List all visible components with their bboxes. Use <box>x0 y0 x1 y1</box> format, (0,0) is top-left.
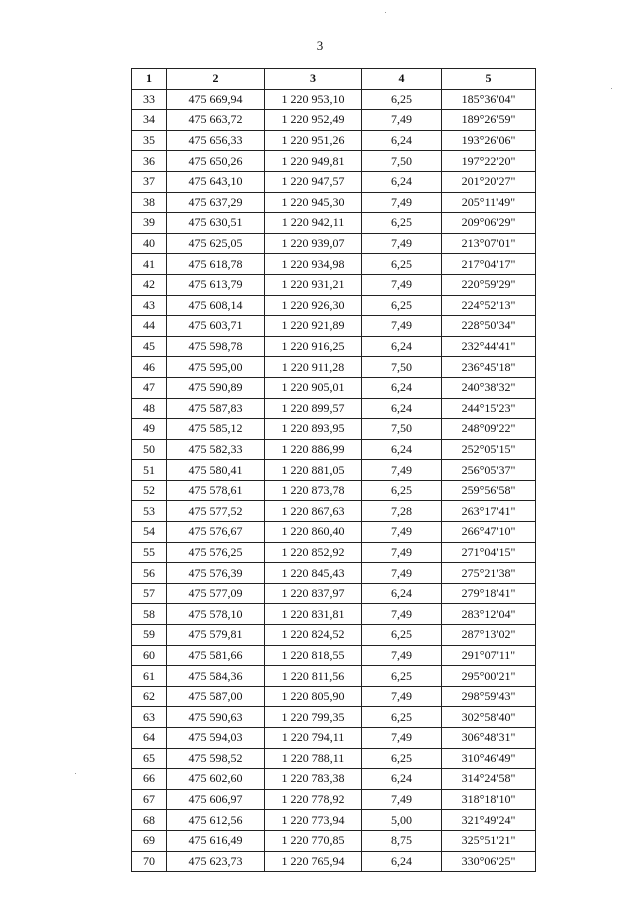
distance-cell: 6,25 <box>362 625 442 646</box>
y-coordinate-cell: 1 220 770,85 <box>265 830 362 851</box>
distance-cell: 6,25 <box>362 707 442 728</box>
direction-angle-cell: 224°52'13" <box>442 295 536 316</box>
x-coordinate-cell: 475 590,63 <box>167 707 265 728</box>
point-number-cell: 37 <box>132 171 167 192</box>
distance-cell: 7,49 <box>362 542 442 563</box>
x-coordinate-cell: 475 581,66 <box>167 645 265 666</box>
point-number-cell: 40 <box>132 233 167 254</box>
x-coordinate-cell: 475 612,56 <box>167 810 265 831</box>
table-header-row <box>132 69 536 90</box>
y-coordinate-cell: 1 220 852,92 <box>265 542 362 563</box>
y-coordinate-cell: 1 220 926,30 <box>265 295 362 316</box>
point-number-cell: 53 <box>132 501 167 522</box>
table-row <box>132 748 536 769</box>
point-number-cell: 51 <box>132 460 167 481</box>
point-number-cell: 64 <box>132 728 167 749</box>
x-coordinate-cell: 475 577,09 <box>167 583 265 604</box>
y-coordinate-cell: 1 220 773,94 <box>265 810 362 831</box>
distance-cell: 6,25 <box>362 666 442 687</box>
distance-cell: 7,49 <box>362 274 442 295</box>
table-row <box>132 707 536 728</box>
x-coordinate-cell: 475 643,10 <box>167 171 265 192</box>
table-row <box>132 419 536 440</box>
direction-angle-cell: 306°48'31" <box>442 728 536 749</box>
point-number-cell: 46 <box>132 357 167 378</box>
direction-angle-cell: 236°45'18" <box>442 357 536 378</box>
page-number: 3 <box>316 38 324 53</box>
y-coordinate-cell: 1 220 783,38 <box>265 769 362 790</box>
direction-angle-cell: 325°51'21" <box>442 830 536 851</box>
direction-angle-cell: 220°59'29" <box>442 274 536 295</box>
y-coordinate-cell: 1 220 899,57 <box>265 398 362 419</box>
table-row <box>132 89 536 110</box>
distance-cell: 7,49 <box>362 563 442 584</box>
y-coordinate-cell: 1 220 765,94 <box>265 851 362 872</box>
distance-cell: 7,49 <box>362 645 442 666</box>
x-coordinate-cell: 475 576,67 <box>167 522 265 543</box>
direction-angle-cell: 205°11'49" <box>442 192 536 213</box>
point-number-cell: 57 <box>132 583 167 604</box>
point-number-cell: 35 <box>132 130 167 151</box>
x-coordinate-cell: 475 669,94 <box>167 89 265 110</box>
y-coordinate-cell: 1 220 953,10 <box>265 89 362 110</box>
table-row <box>132 439 536 460</box>
x-coordinate-cell: 475 578,10 <box>167 604 265 625</box>
point-number-cell: 44 <box>132 316 167 337</box>
table-row <box>132 357 536 378</box>
point-number-cell: 62 <box>132 686 167 707</box>
point-number-cell: 34 <box>132 110 167 131</box>
y-coordinate-cell: 1 220 886,99 <box>265 439 362 460</box>
distance-cell: 7,49 <box>362 192 442 213</box>
x-coordinate-cell: 475 587,00 <box>167 686 265 707</box>
table-row <box>132 769 536 790</box>
x-coordinate-cell: 475 590,89 <box>167 377 265 398</box>
point-number-cell: 43 <box>132 295 167 316</box>
direction-angle-cell: 263°17'41" <box>442 501 536 522</box>
point-number-cell: 56 <box>132 563 167 584</box>
x-coordinate-cell: 475 616,49 <box>167 830 265 851</box>
x-coordinate-cell: 475 630,51 <box>167 213 265 234</box>
point-number-cell: 58 <box>132 604 167 625</box>
y-coordinate-cell: 1 220 951,26 <box>265 130 362 151</box>
distance-cell: 7,50 <box>362 151 442 172</box>
direction-angle-cell: 314°24'58" <box>442 769 536 790</box>
direction-angle-cell: 244°15'23" <box>442 398 536 419</box>
y-coordinate-cell: 1 220 952,49 <box>265 110 362 131</box>
x-coordinate-cell: 475 576,39 <box>167 563 265 584</box>
table-row <box>132 686 536 707</box>
x-coordinate-cell: 475 578,61 <box>167 480 265 501</box>
distance-cell: 7,49 <box>362 233 442 254</box>
table-row <box>132 213 536 234</box>
column-header-1: 1 <box>132 69 167 90</box>
distance-cell: 6,24 <box>362 851 442 872</box>
x-coordinate-cell: 475 598,78 <box>167 336 265 357</box>
distance-cell: 6,25 <box>362 295 442 316</box>
x-coordinate-cell: 475 598,52 <box>167 748 265 769</box>
x-coordinate-cell: 475 584,36 <box>167 666 265 687</box>
direction-angle-cell: 217°04'17" <box>442 254 536 275</box>
x-coordinate-cell: 475 606,97 <box>167 789 265 810</box>
y-coordinate-cell: 1 220 949,81 <box>265 151 362 172</box>
column-header-2: 2 <box>167 69 265 90</box>
y-coordinate-cell: 1 220 911,28 <box>265 357 362 378</box>
y-coordinate-cell: 1 220 947,57 <box>265 171 362 192</box>
point-number-cell: 67 <box>132 789 167 810</box>
table-row <box>132 666 536 687</box>
direction-angle-cell: 266°47'10" <box>442 522 536 543</box>
direction-angle-cell: 291°07'11" <box>442 645 536 666</box>
y-coordinate-cell: 1 220 837,97 <box>265 583 362 604</box>
distance-cell: 6,24 <box>362 171 442 192</box>
table-row <box>132 830 536 851</box>
y-coordinate-cell: 1 220 893,95 <box>265 419 362 440</box>
point-number-cell: 33 <box>132 89 167 110</box>
x-coordinate-cell: 475 585,12 <box>167 419 265 440</box>
direction-angle-cell: 259°56'58" <box>442 480 536 501</box>
distance-cell: 6,25 <box>362 748 442 769</box>
column-header-3: 3 <box>265 69 362 90</box>
y-coordinate-cell: 1 220 921,89 <box>265 316 362 337</box>
distance-cell: 6,24 <box>362 583 442 604</box>
direction-angle-cell: 209°06'29" <box>442 213 536 234</box>
direction-angle-cell: 310°46'49" <box>442 748 536 769</box>
x-coordinate-cell: 475 602,60 <box>167 769 265 790</box>
direction-angle-cell: 228°50'34" <box>442 316 536 337</box>
table-row <box>132 625 536 646</box>
distance-cell: 8,75 <box>362 830 442 851</box>
scan-speck <box>611 88 612 89</box>
distance-cell: 6,24 <box>362 769 442 790</box>
distance-cell: 6,24 <box>362 398 442 419</box>
point-number-cell: 61 <box>132 666 167 687</box>
distance-cell: 6,24 <box>362 130 442 151</box>
column-header-5: 5 <box>442 69 536 90</box>
table-row <box>132 728 536 749</box>
point-number-cell: 50 <box>132 439 167 460</box>
x-coordinate-cell: 475 608,14 <box>167 295 265 316</box>
y-coordinate-cell: 1 220 905,01 <box>265 377 362 398</box>
table-row <box>132 274 536 295</box>
table-row <box>132 336 536 357</box>
point-number-cell: 54 <box>132 522 167 543</box>
direction-angle-cell: 275°21'38" <box>442 563 536 584</box>
direction-angle-cell: 321°49'24" <box>442 810 536 831</box>
table-row <box>132 542 536 563</box>
point-number-cell: 39 <box>132 213 167 234</box>
table-row <box>132 460 536 481</box>
table-row <box>132 295 536 316</box>
direction-angle-cell: 283°12'04" <box>442 604 536 625</box>
direction-angle-cell: 256°05'37" <box>442 460 536 481</box>
distance-cell: 6,24 <box>362 336 442 357</box>
direction-angle-cell: 330°06'25" <box>442 851 536 872</box>
x-coordinate-cell: 475 663,72 <box>167 110 265 131</box>
column-header-4: 4 <box>362 69 442 90</box>
x-coordinate-cell: 475 587,83 <box>167 398 265 419</box>
direction-angle-cell: 189°26'59" <box>442 110 536 131</box>
coordinates-table <box>131 68 536 872</box>
table-row <box>132 192 536 213</box>
y-coordinate-cell: 1 220 824,52 <box>265 625 362 646</box>
distance-cell: 7,49 <box>362 110 442 131</box>
direction-angle-cell: 248°09'22" <box>442 419 536 440</box>
x-coordinate-cell: 475 594,03 <box>167 728 265 749</box>
y-coordinate-cell: 1 220 942,11 <box>265 213 362 234</box>
direction-angle-cell: 279°18'41" <box>442 583 536 604</box>
point-number-cell: 49 <box>132 419 167 440</box>
y-coordinate-cell: 1 220 867,63 <box>265 501 362 522</box>
y-coordinate-cell: 1 220 873,78 <box>265 480 362 501</box>
y-coordinate-cell: 1 220 778,92 <box>265 789 362 810</box>
x-coordinate-cell: 475 576,25 <box>167 542 265 563</box>
table-row <box>132 130 536 151</box>
point-number-cell: 36 <box>132 151 167 172</box>
table-row <box>132 316 536 337</box>
y-coordinate-cell: 1 220 945,30 <box>265 192 362 213</box>
distance-cell: 7,49 <box>362 604 442 625</box>
direction-angle-cell: 240°38'32" <box>442 377 536 398</box>
distance-cell: 7,49 <box>362 789 442 810</box>
point-number-cell: 60 <box>132 645 167 666</box>
y-coordinate-cell: 1 220 818,55 <box>265 645 362 666</box>
direction-angle-cell: 298°59'43" <box>442 686 536 707</box>
table-row <box>132 151 536 172</box>
direction-angle-cell: 295°00'21" <box>442 666 536 687</box>
y-coordinate-cell: 1 220 860,40 <box>265 522 362 543</box>
x-coordinate-cell: 475 613,79 <box>167 274 265 295</box>
y-coordinate-cell: 1 220 831,81 <box>265 604 362 625</box>
y-coordinate-cell: 1 220 916,25 <box>265 336 362 357</box>
point-number-cell: 68 <box>132 810 167 831</box>
x-coordinate-cell: 475 656,33 <box>167 130 265 151</box>
scan-speck <box>385 12 386 13</box>
table-row <box>132 377 536 398</box>
x-coordinate-cell: 475 623,73 <box>167 851 265 872</box>
point-number-cell: 63 <box>132 707 167 728</box>
distance-cell: 7,28 <box>362 501 442 522</box>
y-coordinate-cell: 1 220 805,90 <box>265 686 362 707</box>
point-number-cell: 47 <box>132 377 167 398</box>
distance-cell: 7,49 <box>362 728 442 749</box>
direction-angle-cell: 193°26'06" <box>442 130 536 151</box>
y-coordinate-cell: 1 220 939,07 <box>265 233 362 254</box>
point-number-cell: 66 <box>132 769 167 790</box>
table-row <box>132 810 536 831</box>
direction-angle-cell: 287°13'02" <box>442 625 536 646</box>
table-row <box>132 501 536 522</box>
distance-cell: 6,24 <box>362 439 442 460</box>
table-row <box>132 789 536 810</box>
y-coordinate-cell: 1 220 788,11 <box>265 748 362 769</box>
table-row <box>132 645 536 666</box>
distance-cell: 5,00 <box>362 810 442 831</box>
point-number-cell: 38 <box>132 192 167 213</box>
distance-cell: 6,24 <box>362 377 442 398</box>
x-coordinate-cell: 475 625,05 <box>167 233 265 254</box>
table-row <box>132 851 536 872</box>
table-row <box>132 110 536 131</box>
x-coordinate-cell: 475 595,00 <box>167 357 265 378</box>
y-coordinate-cell: 1 220 794,11 <box>265 728 362 749</box>
x-coordinate-cell: 475 580,41 <box>167 460 265 481</box>
direction-angle-cell: 232°44'41" <box>442 336 536 357</box>
distance-cell: 7,49 <box>362 460 442 481</box>
table-row <box>132 583 536 604</box>
distance-cell: 7,50 <box>362 357 442 378</box>
direction-angle-cell: 271°04'15" <box>442 542 536 563</box>
y-coordinate-cell: 1 220 799,35 <box>265 707 362 728</box>
point-number-cell: 41 <box>132 254 167 275</box>
distance-cell: 7,49 <box>362 686 442 707</box>
table-row <box>132 254 536 275</box>
table-row <box>132 480 536 501</box>
distance-cell: 6,25 <box>362 89 442 110</box>
direction-angle-cell: 302°58'40" <box>442 707 536 728</box>
table-body <box>132 89 536 872</box>
direction-angle-cell: 185°36'04" <box>442 89 536 110</box>
table-row <box>132 398 536 419</box>
direction-angle-cell: 252°05'15" <box>442 439 536 460</box>
distance-cell: 6,25 <box>362 254 442 275</box>
point-number-cell: 70 <box>132 851 167 872</box>
point-number-cell: 65 <box>132 748 167 769</box>
distance-cell: 7,49 <box>362 316 442 337</box>
table-row <box>132 171 536 192</box>
distance-cell: 7,49 <box>362 522 442 543</box>
x-coordinate-cell: 475 650,26 <box>167 151 265 172</box>
distance-cell: 7,50 <box>362 419 442 440</box>
point-number-cell: 69 <box>132 830 167 851</box>
table-row <box>132 522 536 543</box>
y-coordinate-cell: 1 220 811,56 <box>265 666 362 687</box>
point-number-cell: 42 <box>132 274 167 295</box>
point-number-cell: 55 <box>132 542 167 563</box>
x-coordinate-cell: 475 618,78 <box>167 254 265 275</box>
table-row <box>132 563 536 584</box>
x-coordinate-cell: 475 579,81 <box>167 625 265 646</box>
y-coordinate-cell: 1 220 881,05 <box>265 460 362 481</box>
distance-cell: 6,25 <box>362 213 442 234</box>
x-coordinate-cell: 475 577,52 <box>167 501 265 522</box>
x-coordinate-cell: 475 582,33 <box>167 439 265 460</box>
point-number-cell: 59 <box>132 625 167 646</box>
direction-angle-cell: 197°22'20" <box>442 151 536 172</box>
y-coordinate-cell: 1 220 934,98 <box>265 254 362 275</box>
direction-angle-cell: 318°18'10" <box>442 789 536 810</box>
point-number-cell: 48 <box>132 398 167 419</box>
table-row <box>132 604 536 625</box>
scan-speck <box>75 773 76 774</box>
direction-angle-cell: 213°07'01" <box>442 233 536 254</box>
point-number-cell: 45 <box>132 336 167 357</box>
point-number-cell: 52 <box>132 480 167 501</box>
y-coordinate-cell: 1 220 845,43 <box>265 563 362 584</box>
x-coordinate-cell: 475 603,71 <box>167 316 265 337</box>
x-coordinate-cell: 475 637,29 <box>167 192 265 213</box>
table-row <box>132 233 536 254</box>
distance-cell: 6,25 <box>362 480 442 501</box>
y-coordinate-cell: 1 220 931,21 <box>265 274 362 295</box>
direction-angle-cell: 201°20'27" <box>442 171 536 192</box>
